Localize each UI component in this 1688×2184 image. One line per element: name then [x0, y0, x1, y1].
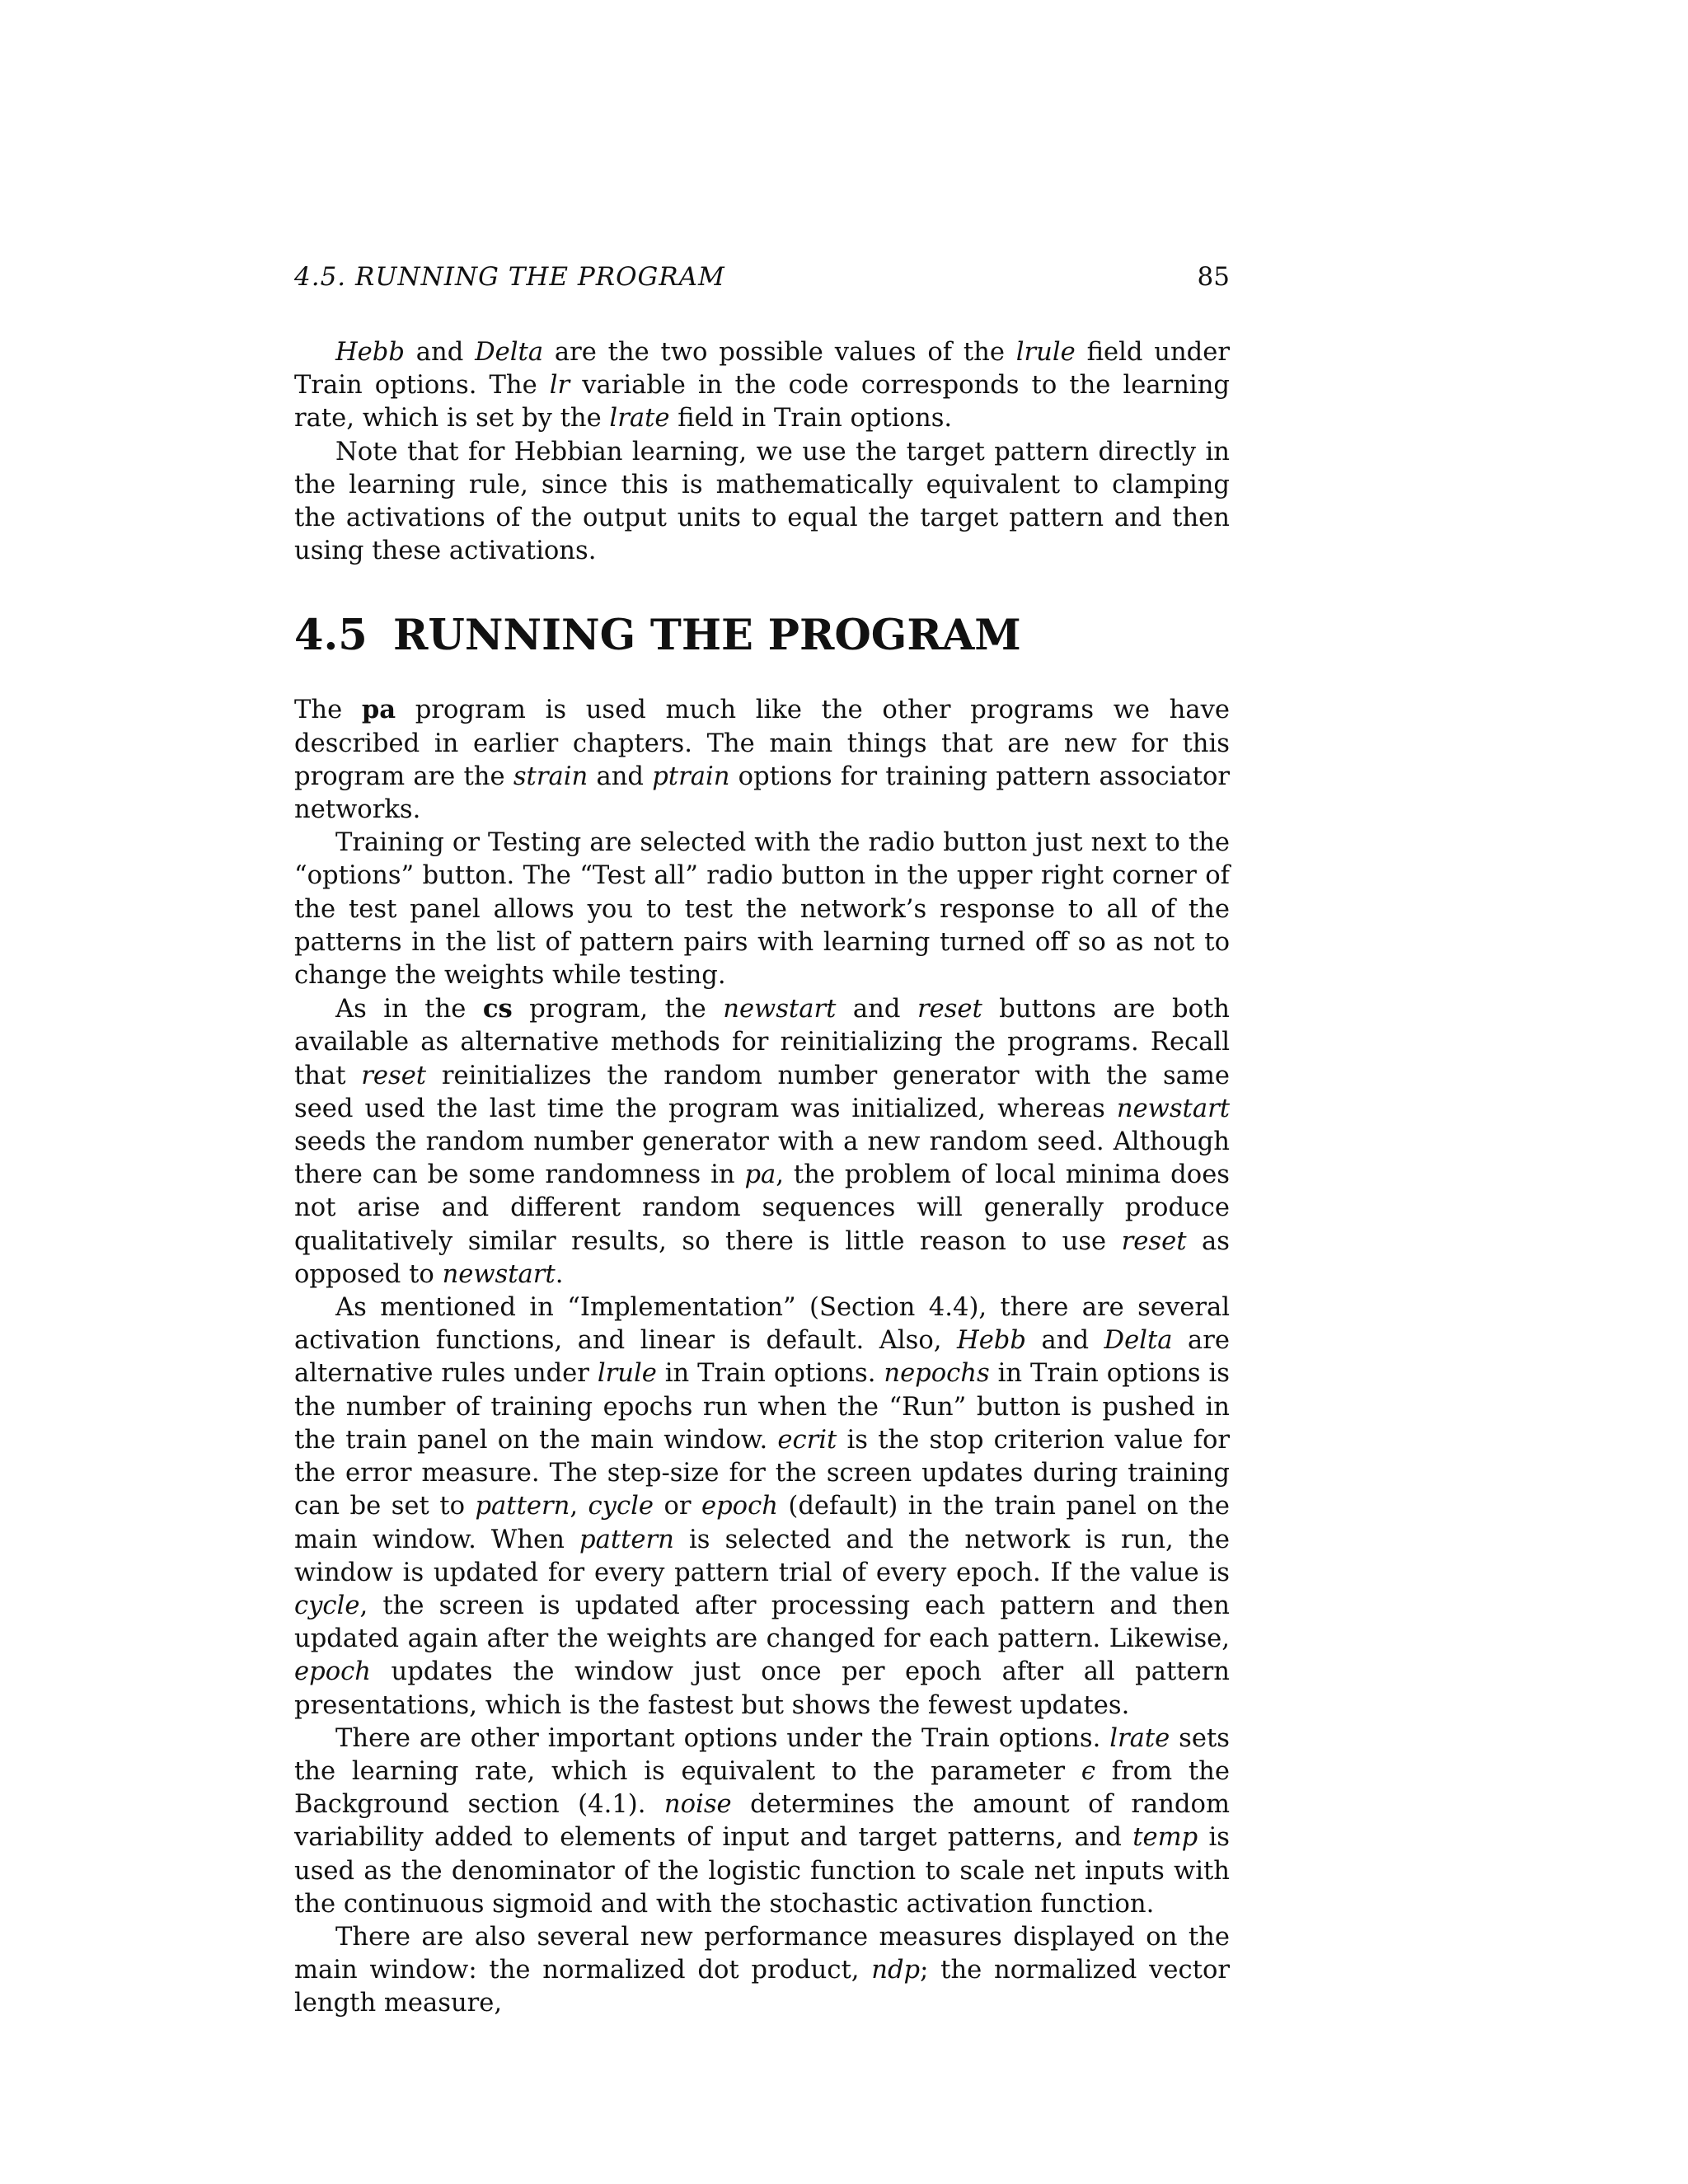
bold-term: cs	[482, 994, 513, 1024]
italic-term: Delta	[1104, 1326, 1173, 1356]
italic-term: pa	[744, 1160, 776, 1190]
italic-term: cycle	[294, 1591, 360, 1620]
italic-term: ecrit	[777, 1425, 837, 1455]
italic-term: Hebb	[957, 1326, 1026, 1356]
text-run: seeds the random number generator with a new random seed. Although there can be some randomness in	[294, 1127, 1230, 1190]
text-run: There are also several new performance measures displayed on the main window: the normalized dot product,	[294, 1922, 1230, 1985]
italic-term: ndp	[871, 1956, 921, 1985]
text-run: ,	[570, 1492, 588, 1521]
text-run: sets the learning rate, which is equivalent to the parameter	[294, 1723, 1230, 1786]
text-run: The	[294, 696, 362, 725]
text-run: program, the	[512, 995, 724, 1024]
paragraph	[294, 1722, 1230, 1921]
italic-term: lrule	[1015, 338, 1076, 367]
italic-term: Delta	[475, 338, 544, 367]
text-run: Training or Testing are selected with the radio button just next to the “options” button. The “Test all” radio button in the upper right corner of the test panel allows you to test the network’s response to all of the patterns in the list of pattern pairs with learning turned off so as not to change the weights while testing.	[294, 828, 1230, 991]
page-header	[294, 262, 1230, 303]
text-run: and	[588, 762, 653, 791]
text-run: ; the normalized vector length measure,	[294, 1956, 1230, 2018]
italic-term: lrate	[609, 404, 670, 434]
text-run: as opposed to	[294, 1226, 1230, 1289]
italic-term: pattern	[475, 1492, 570, 1521]
text-run: variable in the code corresponds to the learning rate, which is set by the	[294, 371, 1230, 434]
text-run: and	[404, 338, 476, 367]
text-run: determines the amount of random variability added to elements of input and target patterns, and	[294, 1790, 1230, 1853]
text-run: are the two possible values of the	[543, 338, 1016, 367]
bold-term: pa	[361, 695, 396, 725]
italic-term: lrate	[1109, 1723, 1170, 1753]
text-run: There are other important options under the Train options.	[335, 1723, 1110, 1753]
paragraph	[294, 1291, 1230, 1722]
text-run: options for training pattern associator networks.	[294, 762, 1230, 825]
italic-term: noise	[663, 1790, 732, 1820]
section-title: RUNNING THE PROGRAM	[393, 611, 1021, 661]
text-run: is the stop criterion value for the error measure. The step-size for the screen updates during training can be set to	[294, 1425, 1230, 1521]
text-run: and	[1025, 1326, 1104, 1356]
paragraph	[294, 992, 1230, 1291]
text-run: field in Train options.	[669, 404, 953, 434]
text-run: program is used much like the other programs we have described in earlier chapters. The main things that are new for this program are the	[294, 696, 1230, 791]
paragraph	[294, 827, 1230, 992]
text-run: field under Train options. The	[294, 338, 1230, 401]
text-run: updates the window just once per epoch after all pattern presentations, which is the fastest but shows the fewest updates.	[294, 1657, 1230, 1720]
italic-term: nepochs	[884, 1359, 990, 1389]
text-run: in Train options.	[656, 1359, 884, 1389]
italic-term: epoch	[294, 1657, 371, 1687]
italic-term: reset	[1121, 1226, 1187, 1256]
italic-term: newstart	[442, 1259, 556, 1289]
italic-term: strain	[513, 762, 588, 791]
text-run: , the screen is updated after processing each pattern and then updated again after the weights are changed for each pattern. Likewise,	[294, 1591, 1230, 1654]
text-run: As mentioned in “Implementation” (Section 4.4), there are several activation functions, and linear is default. Also,	[294, 1293, 1230, 1356]
text-run: in Train options is the number of training epochs run when the “Run” button is pushed in the train panel on the main window.	[294, 1359, 1230, 1455]
italic-term: reset	[917, 995, 982, 1024]
text-run: and	[836, 995, 917, 1024]
italic-term: ϵ	[1081, 1756, 1095, 1786]
text-run: buttons are both available as alternative methods for reinitializing the programs. Recall that	[294, 995, 1230, 1090]
text-run: or	[653, 1492, 701, 1521]
section-heading	[294, 611, 1230, 660]
book-page	[294, 262, 1230, 2021]
text-run: (default) in the train panel on the main window. When	[294, 1492, 1230, 1554]
paragraph	[294, 693, 1230, 827]
italic-term: newstart	[723, 995, 837, 1024]
section-number: 4.5	[294, 611, 368, 661]
italic-term: lrule	[597, 1359, 657, 1389]
italic-term: lr	[549, 371, 570, 401]
text-run: from the Background section (4.1).	[294, 1756, 1230, 1820]
text-run: is used as the denominator of the logistic function to scale net inputs with the continuous sigmoid and with the stochastic activation function.	[294, 1823, 1230, 1919]
italic-term: cycle	[588, 1492, 654, 1521]
paragraph	[294, 436, 1230, 569]
italic-term: epoch	[701, 1492, 778, 1521]
italic-term: temp	[1132, 1823, 1198, 1853]
text-run: are alternative rules under	[294, 1326, 1230, 1389]
text-run: .	[555, 1259, 564, 1289]
paragraph	[294, 1921, 1230, 2021]
italic-term: reset	[361, 1061, 427, 1090]
text-run: As in the	[335, 995, 483, 1024]
text-run: Note that for Hebbian learning, we use the target pattern directly in the learning rule, since this is mathematically equivalent to clamping the activations of the output units to equal the target pattern and then using these activations.	[294, 437, 1230, 566]
italic-term: pattern	[579, 1525, 674, 1554]
text-run: reinitializes the random number generator with the same seed used the last time the program was initialized, whereas	[294, 1061, 1230, 1123]
italic-term: Hebb	[335, 338, 405, 367]
text-run: , the problem of local minima does not arise and different random sequences will generally produce qualitatively similar results, so there is little reason to use	[294, 1160, 1230, 1256]
page-number: 85	[1197, 262, 1230, 292]
paragraph	[294, 336, 1230, 436]
running-title: 4.5. RUNNING THE PROGRAM	[294, 262, 725, 292]
text-run: is selected and the network is run, the window is updated for every pattern trial of every epoch. If the value is	[294, 1525, 1230, 1587]
italic-term: ptrain	[652, 762, 730, 791]
italic-term: newstart	[1116, 1094, 1230, 1123]
